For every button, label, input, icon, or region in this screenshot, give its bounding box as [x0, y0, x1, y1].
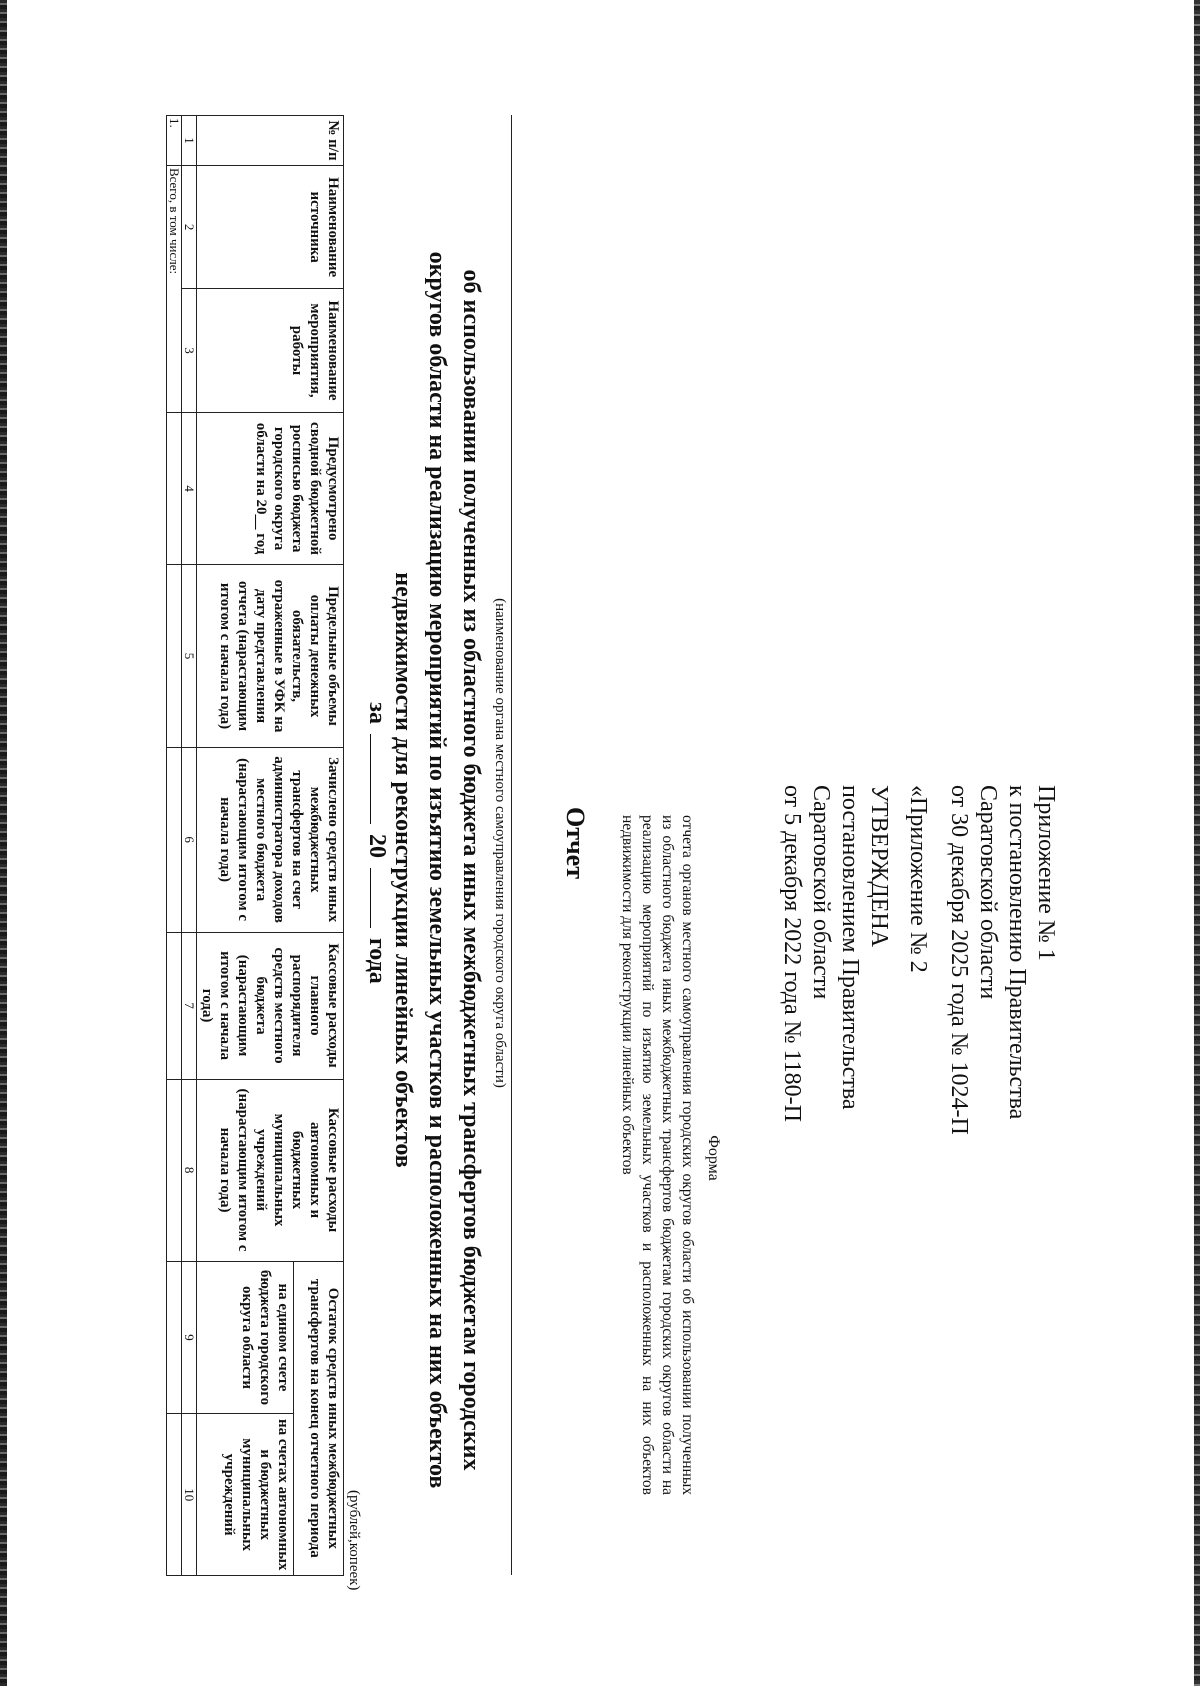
table-cell	[167, 565, 182, 747]
col-header-3: Наименование мероприятия, работы	[197, 289, 344, 412]
heading-line: об использовании полученных из областного бюджета иных межбюджетных трансфертов бюджетам городских	[458, 269, 484, 1471]
column-number: 4	[182, 412, 197, 565]
approved-line: от 5 декабря 2022 года № 1180-П	[779, 785, 805, 1122]
org-name-caption: (наименование органа местного самоуправления городского округа области)	[492, 598, 508, 1088]
column-number: 7	[182, 932, 197, 1079]
report-table	[166, 115, 344, 1576]
approved-block	[777, 785, 932, 1385]
column-number: 9	[182, 1261, 197, 1414]
table-cell	[167, 1261, 182, 1414]
col-header-6: Зачислено средств иных межбюджетных трансфертов на счет администратора доходов местного бюджета (нарастающим итогом с начала года)	[197, 747, 344, 932]
column-number: 2	[182, 165, 197, 288]
column-number: 6	[182, 747, 197, 932]
col-header-group-9-10: Остаток средств иных межбюджетных трансфертов на конец отчетного периода	[293, 1261, 343, 1575]
table-cell	[167, 1079, 182, 1261]
table-cell	[167, 747, 182, 932]
col-header-10: на счетах автономных и бюджетных муниципальных учреждений	[197, 1414, 294, 1576]
row-number: 1.	[167, 116, 182, 166]
appendix-1-line: от 30 декабря 2025 года № 1024-П	[946, 785, 972, 1135]
report-period	[363, 0, 390, 1686]
heading-line: недвижимости для реконструкции линейных объектов	[390, 572, 416, 1168]
table-row	[167, 116, 182, 1576]
table-cell	[167, 932, 182, 1079]
table-cell	[167, 412, 182, 565]
col-header-8: Кассовые расходы автономных и бюджетных муниципальных учреждений (нарастающим итогом с начала года)	[197, 1079, 344, 1261]
col-header-7: Кассовые расходы главного распорядителя средств местного бюджета (нарастающим итогом с начала года)	[197, 932, 344, 1079]
period-prefix: за	[364, 702, 390, 724]
heading-line: округов области на реализацию мероприятий по изъятию земельных участков и расположенных на них объектов	[424, 251, 450, 1489]
org-name-underline	[511, 115, 512, 1575]
approved-line: Саратовской области	[808, 785, 834, 1000]
col-header-9: на едином счете бюджета городского округа области	[197, 1261, 294, 1414]
col-header-4: Предусмотрено сводной бюджетной росписью бюджета городского округа области на 20__ год	[197, 412, 344, 565]
row-name: Всего, в том числе:	[167, 165, 182, 412]
col-header-2: Наименование источника	[197, 165, 344, 288]
form-description: отчета органов местного самоуправления городских округов области об использовании полученных из областного бюджета иных межбюджетных трансфертов бюджетам городских округов области на реализацию мероприятий по изъятию земельных участков и расположенных на них объектов недвижимости для реконструкции линейных объектов	[619, 815, 696, 1495]
period-blank	[370, 734, 371, 824]
appendix-1-block	[944, 785, 1060, 1385]
appendix-1-line: Саратовской области	[975, 785, 1001, 1000]
appendix-2-title: «Приложение № 2	[905, 785, 931, 973]
approved-line: постановлением Правительства	[837, 785, 863, 1110]
column-number: 10	[182, 1414, 197, 1576]
column-number: 1	[182, 116, 197, 166]
column-numbers-row	[182, 116, 197, 1576]
appendix-1-line: Приложение № 1	[1033, 785, 1059, 961]
period-year-prefix: 20	[364, 833, 390, 858]
report-title: Отчет	[561, 807, 590, 879]
column-number: 8	[182, 1079, 197, 1261]
table-cell	[167, 1414, 182, 1576]
col-header-5: Предельные объемы оплаты денежных обязательств, отраженные в УФК на дату представления отчета (нарастающим итогом с начала года)	[197, 565, 344, 747]
report-heading	[386, 90, 488, 1650]
form-label: Форма	[705, 1135, 722, 1181]
approved-line: УТВЕРЖДЕНА	[866, 785, 892, 948]
period-year-blank	[370, 868, 371, 928]
column-number: 5	[182, 565, 197, 747]
period-suffix: года	[364, 937, 390, 984]
appendix-1-line: к постановлению Правительства	[1004, 785, 1030, 1120]
col-header-1: № п/п	[197, 116, 344, 166]
units-note: (рублей,копеек)	[346, 1490, 362, 1591]
column-number: 3	[182, 289, 197, 412]
